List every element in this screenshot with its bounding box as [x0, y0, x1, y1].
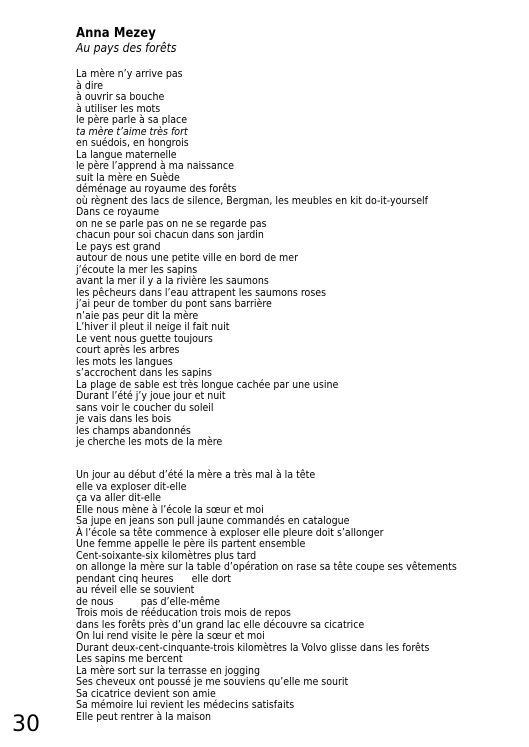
stanza-1 — [76, 69, 455, 449]
poem-line: Sa mémoire lui revient les médecins satisfaits — [76, 700, 295, 711]
poem-line: au réveil elle se souvient — [76, 585, 195, 596]
poem-line: ta mère t’aime très fort — [76, 126, 188, 138]
poem-line: elle va exploser dit-elle — [76, 481, 187, 493]
poem-line: L’hiver il pleut il neige il fait nuit — [76, 322, 230, 333]
poem-line: Cent-soixante-six kilomètres plus tard — [76, 550, 257, 562]
poem-title: Au pays des forêts — [76, 41, 177, 55]
poem-line: à utiliser les mots — [76, 103, 161, 115]
poem-line: les mots les langues — [76, 356, 173, 368]
poem-line: où règnent des lacs de silence, Bergman, les meubles en kit do-it-yourself — [76, 195, 429, 207]
poem-line: Ses cheveux ont poussé je me souviens qu’elle me sourit — [76, 677, 349, 688]
poem-line: suit la mère en Suède — [76, 172, 180, 184]
poem-line: court après les arbres — [76, 345, 180, 356]
poem-line: Trois mois de rééducation trois mois de repos — [76, 608, 291, 619]
poem-line: n’aie pas peur dit la mère — [76, 310, 199, 322]
poem-line: La plage de sable est très longue cachée par une usine — [76, 379, 339, 391]
poem-line: j’écoute la mer les sapins — [76, 264, 198, 276]
poem-line: les champs abandonnés — [76, 425, 191, 437]
poem-line: Un jour au début d’été la mère a très mal à la tête — [76, 470, 316, 481]
poem-line: Elle nous mène à l’école la sœur et moi — [76, 504, 264, 516]
poem-line: La mère sort sur la terrasse en jogging — [76, 665, 260, 677]
poem-line: Dans ce royaume — [76, 207, 160, 218]
poem-line: La mère n’y arrive pas — [76, 69, 183, 80]
poem-line: déménage au royaume des forêts — [76, 184, 237, 195]
poem-line: en suédois, en hongrois — [76, 138, 189, 149]
author-name: Anna Mezey — [76, 25, 156, 41]
poem-line: sans voir le coucher du soleil — [76, 402, 214, 414]
poem-line: autour de nous une petite ville en bord de mer — [76, 253, 299, 264]
poem-line: Sa jupe en jeans son pull jaune commandés en catalogue — [76, 516, 350, 527]
poem-line: pendant cinq heures elle dort — [76, 573, 231, 585]
poem-line: On lui rend visite le père la sœur et moi — [76, 631, 265, 642]
poem-line: Les sapins me bercent — [76, 654, 183, 665]
poem-line: Durant l’été j’y joue jour et nuit — [76, 391, 226, 402]
poem-line: les pêcheurs dans l’eau attrapent les saumons roses — [76, 287, 327, 299]
poem-line: j’ai peur de tomber du pont sans barrière — [76, 299, 272, 310]
poem-line: à dire — [76, 80, 103, 92]
poem-line: Elle peut rentrer à la maison — [76, 711, 212, 723]
poem-line: Le pays est grand — [76, 241, 161, 253]
poem-line: le père parle à sa place — [76, 115, 188, 126]
poem-line: avant la mer il y a la rivière les saumons — [76, 276, 269, 287]
poem-line: dans les forêts près d’un grand lac elle découvre sa cicatrice — [76, 619, 365, 631]
poem-line: le père l’apprend à ma naissance — [76, 161, 234, 172]
poem-line: ça va aller dit-elle — [76, 493, 161, 504]
poem-line: je cherche les mots de la mère — [76, 437, 223, 448]
poem-line: Une femme appelle le père ils partent ensemble — [76, 539, 306, 550]
page-number: 30 — [12, 712, 40, 737]
poem-line: Sa cicatrice devient son amie — [76, 688, 216, 700]
poem-line: on ne se parle pas on ne se regarde pas — [76, 218, 267, 230]
poem-line: s’accrochent dans les sapins — [76, 368, 212, 379]
poem-line: Le vent nous guette toujours — [76, 333, 213, 345]
poem-line: on allonge la mère sur la table d’opération on rase sa tête coupe ses vêtements — [76, 562, 457, 573]
stanza-2 — [76, 470, 486, 723]
poem-line: je vais dans les bois — [76, 414, 172, 425]
poem-line: de nous pas d’elle-même — [76, 596, 220, 608]
poem-line: Durant deux-cent-cinquante-trois kilomètres la Volvo glisse dans les forêts — [76, 642, 430, 654]
poem-line: La langue maternelle — [76, 149, 177, 161]
poem-line: À l’école sa tête commence à exploser elle pleure doit s’allonger — [76, 527, 384, 539]
poem-line: à ouvrir sa bouche — [76, 92, 165, 103]
poem-line: chacun pour soi chacun dans son jardin — [76, 230, 264, 241]
